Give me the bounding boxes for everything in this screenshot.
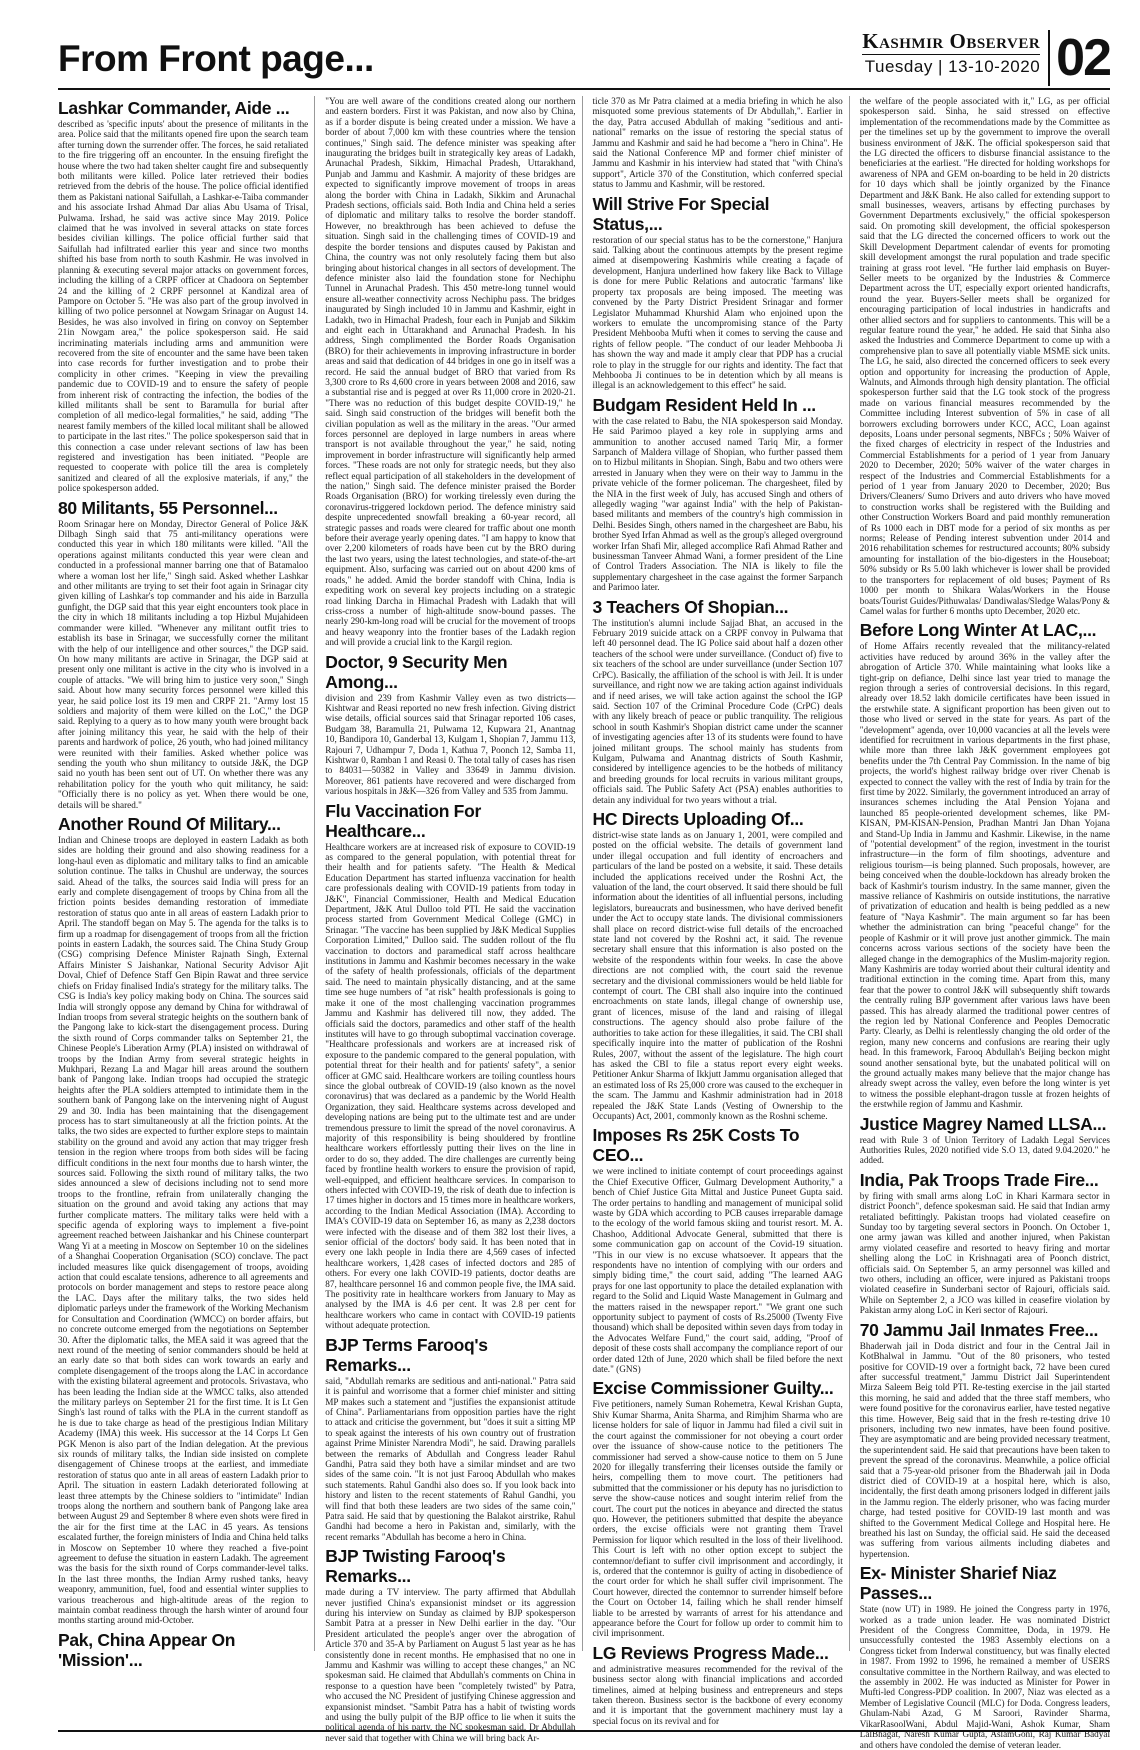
article-headline[interactable]: BJP Terms Farooq's Remarks... (325, 1334, 488, 1375)
article-body: described as 'specific inputs' about the presence of militants in the area. Police said that the militants opened fire upon the search team after turning down the surrender offer. The forces, he said retaliated to the fire triggering off an encounter. In the ensuing firefight the house where the two had taken shelter caught fire and subsequently both militants were killed. Police later retrieved their bodies retrieved from the debris of the house. The police official identified them as Pakistani national Saifullah, a Lashkar-e-Taiba commander and his associate Irshad Ahmad Dar alias Abu Usama of Trisal, Pulwama. Irshad, he said was active since May 2019. Police claimed that he was involved in several attacks on state forces besides civilian killings. The police official further said that Saifullah had infiltrated earlier this year and since two months shifted his base from north to south Kashmir. He was involved in planning & executing several major attacks on government forces, including the killing of a CRPF officer at Chadoora on September 24 and the killing of 2 CRPF personnel at Kandizal area of Pampore on October 5. "He was also part of the group involved in killing of two police personnel at Nowgam Srinagar on August 14. Besides, he was also involved in firing on convoy on September 21in Nowgam area," the police spokesperson said. He said incriminating materials including arms and ammunition were recovered from the site of encounter and the same have been taken into case records for further investigation and to probe their complicity in other crimes. "Keeping in view the prevailing pandemic due to COVID-19 and to ensure the safety of people from inherent risk of contracting the infection, the bodies of the killed militants shall be sent to Baramulla for burial after completion of all medico-legal formalities," he said, adding "The nearest family members of the killed local militant shall be allowed to participate in the last rites." The police spokesperson said that in this connection a case under relevant sections of law has been registered and investigation has been initiated. "People are requested to cooperate with police till the area is completely sanitized and cleared of all the explosive materials, if any," the police spokesperson added. (58, 119, 309, 494)
column-4 (859, 96, 1111, 1750)
article-headline[interactable]: Ex- Minister Sharief Niaz Passes... (859, 1563, 1057, 1604)
page-number: 02 (1048, 30, 1110, 86)
article-body: "You are well aware of the conditions created along our northern and eastern borders. First it was Pakistan, and now also by China, as if a border dispute is being created under a mission. We have a border of about 7,000 km with these countries where the tension continues," Singh said. The defence minister was speaking after inaugurating the bridges built in strategically key areas of Ladakh, Arunachal Pradesh, Sikkim, Himachal Pradesh, Uttarakhand, Punjab and Jammu and Kashmir. A majority of these bridges are expected to significantly improve movement of troops in areas along the border with China in Ladakh, Sikkim and Arunachal Pradesh sections, officials said. Both India and China held a series of diplomatic and military talks to resolve the border standoff. However, no breakthrough has been achieved to defuse the situation. Singh said in the challenging times of COVID-19 and despite the border tensions and disputes caused by Pakistan and China, the country was not only resolutely facing them but also bringing about historical changes in all sectors of development. The defence minister also laid the foundation stone for Nechiphu Tunnel in Arunachal Pradesh. This 450 metre-long tunnel would ensure all-weather connectivity across Nechiphu pass. The bridges inaugurated by Singh included 10 in Jammu and Kashmir, eight in Ladakh, two in Himachal Pradesh, four each in Punjab and Sikkim and eight each in Uttarakhand and Arunachal Pradesh. In his address, Singh complimented the Border Roads Organisation (BRO) for their achievements in improving infrastructure in border areas and said that dedication of 44 bridges in one go in itself was a record. He said the annual budget of BRO that varied from Rs 3,300 crore to Rs 4,600 crore in years between 2008 and 2016, saw a substantial rise and is pegged at over Rs 11,000 crore in 2020-21. "There was no reduction of this budget despite COVID-19," he said. Singh said construction of the bridges will benefit both the civilian population as well as the military in the areas. "Our armed forces personnel are deployed in large numbers in areas where transport is not available throughout the year," he said, noting improvement in border infrastructure will significantly help armed forces. "These roads are not only for strategic needs, but they also reflect equal participation of all stakeholders in the development of the nation," Singh said. The defence minister praised the Border Roads Organisation (BRO) for working tirelessly even during the coronavirus-triggered lockdown period. The defence ministry said despite unprecedented snowfall breaking a 60-year record, all strategic passes and roads were cleared for traffic about one month before their average yearly opening dates. "I am happy to know that over 2,200 kilometers of roads have been cut by the BRO during the last two years, using the latest technologies, and state-of-the-art equipment. Also, surfacing was carried out on about 4200 kms of roads," he added. Amid the border standoff with China, India is expediting work on several key projects including on a strategic road linking Darcha in Himachal Pradesh with Ladakh that will criss-cross a number of high-altitude snow-bound passes. The nearly 290-km-long road will be crucial for the movement of troops and heavy weaponry into the frontier bases of the Ladakh region and will provide a crucial link to the Kargil region. (325, 96, 576, 648)
article (860, 620, 1110, 1109)
article-body: and administrative measures recommended for the revival of the business sector along with financial implications and accorded timelines, aimed at helping business and entrepreneurs and steps taken thereon. Business sector is the backbone of every economy and it is important that the government machinery must lay a special focus on its revival and for (592, 1663, 843, 1726)
article (860, 1320, 1110, 1560)
article-body: Indian and Chinese troops are deployed in eastern Ladakh as both sides are holding their ground and also showing readiness for a long-haul even as diplomatic and military talks to find an amicable solution continue. The talks in Chushul are underway, the sources said. Ahead of the talks, the sources said India will press for an early and complete disengagement of troops by China from all the friction points besides demanding restoration of immediate restoration of status quo ante in all areas of eastern Ladakh prior to April. The standoff began on May 5. The agenda for the talks is to firm up a roadmap for disengagement of troops from all the friction points in eastern Ladakh, the sources said. The China Study Group (CSG) comprising Defence Minister Rajnath Singh, External Affairs Minister S Jaishankar, National Security Advisor Ajit Doval, Chief of Defence Staff Gen Bipin Rawat and three service chiefs on Friday finalised India's strategy for the military talks. The CSG is India's key policy making body on China. The sources said India will strongly oppose any demand by China for withdrawal of Indian troops from several strategic heights on the southern bank of the Pangong lake to kick-start the disengagement process. During the sixth round of Corps commander talks on September 21, the Chinese People's Liberation Army (PLA) insisted on withdrawal of troops by the Indian Army from several strategic heights in Mukhpari, Rezang La and Magar hill areas around the southern bank of Pangong lake. Indian troops had occupied the strategic heights after the PLA soldiers attempted to intimidate them in the southern bank of Pangong lake on the intervening night of August 29 and 30. India has been maintaining that the disengagement process has to start simultaneously at all the friction points. At the talks, the two sides are expected to further explore steps to maintain stability on the ground and avoid any action that may trigger fresh tension in the region where troops from both sides will be facing difficult conditions in the next four months due to harsh winter, the sources said. Following the sixth round of military talks, the two sides announced a slew of decisions including not to send more troops to the frontline, refrain from unilaterally changing the situation on the ground and avoid taking any actions that may further complicate matters. The military talks were held with a specific agenda of exploring ways to implement a five-point agreement reached between Jaishankar and his Chinese counterpart Wang Yi at a meeting in Moscow on September 10 on the sidelines of a Shanghai Cooperation Organisation (SCO) conclave. The pact included measures like quick disengagement of troops, avoiding action that could escalate tensions, adherence to all agreements and protocols on border management and steps to restore peace along the LAC. Days after the military talks, the two sides held diplomatic parleys under the framework of the Working Mechanism for Consultation and Coordination (WMCC) on border affairs, but no concrete outcome emerged from the negotiations on September 30. After the diplomatic talks, the MEA said it was agreed that the next round of the meeting of senior commanders should be held at an early date so that both sides can work towards an early and complete disengagement of the troops along the LAC in accordance with the existing bilateral agreement and protocols. Srivastava, who has been leading the Indian side at the WMCC talks, also attended the military parleys on September 21 for the first time. It is Lt Gen Singh's last round of talks with the PLA in the current standoff as he is due to take charge as head of the prestigious Indian Military Academy (IMA) this week. His successor at the 14 Corps Lt Gen PGK Menon is also part of the Indian delegation. At the previous six rounds of military talks, the Indian side insisted on complete disengagement of Chinese troops at the earliest, and immediate restoration of status quo ante in all areas of eastern Ladakh prior to April. The situation in eastern Ladakh deteriorated following at least three attempts by the Chinese soldiers to "intimidate" Indian troops along the northern and southern bank of Pangong lake area between August 29 and September 8 where even shots were fired in the air for the first time at the LAC in 45 years. As tensions escalated further, the foreign ministers of India and China held talks in Moscow on September 10 where they reached a five-point agreement to defuse the situation in eastern Ladakh. The agreement was the basis for the sixth round of Corps commander-level talks. In the last three months, the Indian Army rushed tanks, heavy weaponry, ammunition, fuel, food and essential winter supplies to various treacherous and high-altitude areas of the region to maintain combat readiness through the harsh winter of around four months starting around mid-October. (58, 835, 309, 1626)
article-body: Bhaderwah jail in Doda district and four in the Central Jail in KotBhalwal in Jammu. "Out of the 80 prisoners, who tested positive for COVID-19 over a fortnight back, 72 have been cured after successful treatment," Jammu District Jail Superintendent Mirza Saleem Beig told PTI. Re-testing exercise in the jail started this morning, he said and added that the three staff members, who were found positive for the coronavirus earlier, have tested negative this time. However, Beig said that in the fresh re-testing drive 10 prisoners, including two new inmates, have been found positive. They are asymptomatic and are being provided necessary treatment, the superintendent said. He said that precautions have been taken to prevent the spread of the coronavirus. Meanwhile, a police official said that a 75-year-old prisoner from the Bhaderwah jail in Doda district died of COVID-19 at a hospital here, which is also, incidentally, the first death among prisoners lodged in different jails in the Jammu region. The elderly prisoner, who was facing murder charge, had tested positive for COVID-19 last month and was shifted to the Government Medical College and Hospital here. He breathed his last on Sunday, the official said. He said the deceased was suffering from various ailments including diabetes and hypertension. (859, 1340, 1111, 1559)
article-body: read with Rule 3 of Union Territory of Ladakh Legal Services Authorities Rules, 2020 notified vide S.O 13, dated 9.04.2020." he added. (859, 1134, 1110, 1166)
article (325, 801, 575, 1331)
article-headline[interactable]: Flu Vaccination For Healthcare... (325, 800, 481, 841)
brand-text (862, 30, 1040, 78)
article (58, 814, 308, 1626)
article (58, 98, 308, 494)
paper-name: Kashmir Observer (862, 29, 1041, 53)
issue-date: Tuesday | 13-10-2020 (862, 54, 1040, 78)
article-headline[interactable]: Pak, China Appear On 'Mission'... (58, 1629, 236, 1670)
article-headline[interactable]: Doctor, 9 Security Men Among... (325, 651, 508, 692)
article-body: The institution's alumni include Sajjad Bhat, an accused in the February 2019 suicide attack on a CRPF convoy in Pulwama that left 40 personnel dead. The IG Police said about half a dozen other teachers of the school were under surveillance. (Conduct of) five to six teachers of the school are under surveillance (under Section 107 CrPC). Basically, the affiliation of the school is with Jeil. It is under surveillance, and right now we are taking action against individuals and if need arises, we will take action against the school the IGP said. Section 107 of the Criminal Procedure Code (CrPC) deals with any likely breach of peace or public tranquility. The religious school in south Kashmir's Shopian district came under the scanner of investigating agencies after 13 of its students were found to have joined militant groups. The school mainly has students from Kulgam, Pulwama and Anantnag districts of South Kashmir, considered by intelligence agencies to be the hotbeds of militancy and breeding grounds for local recruits in various militant groups, officials said. The Public Safety Act (PSA) enables authorities to detain any individual for two years without a trial. (592, 617, 843, 805)
article (593, 1378, 843, 1638)
article-body: by firing with small arms along LoC in Khari Karmara sector in district Poonch", defence spokesman said. He said that Indian army retaliated befittingly. Pakistan troops had violated ceasefire on Sunday too by targeting several sectors in Poonch. On October 1, one army jawan was killed and another injured, when Pakistan army violated ceasefire and resorted to heavy firing and mortar shelling along the LoC in Krishnagati area of Poonch district, officials said. On September 5, an army personnel was killed and two others, including an officer, were injured as Pakistani troops violated ceasefire in Sunderbani sector of Rajouri, officials said. While on September 2, a JCO was killed in ceasefire violation by Pakistan army along LoC in Keri sector of Rajouri. (859, 1190, 1110, 1316)
article-body: Room Srinagar here on Monday, Director General of Police J&K Dilbagh Singh said that 75 anti-militancy operations were conducted this year in which 180 militants were killed. "All the operations against militants conducted this year were clean and conducted in a professional manner barring one that of Batamaloo where a woman lost her life," Singh said. Asked whether Lashkar and other militants are trying to set their foot again in Srinagar city given killing of Lashkar's top commander and his aide in Barzulla gunfight, the DGP said that this year eight encounters took place in the city in which 18 militants including a top Hizbul Mujahideen commander were killed. "Whenever any militant outfit tries to establish its base in Srinagar, we successfully corner the militant with the help of our intelligence and other sources," the DGP said. On how many militants are active in Srinagar, the DGP said at present only one militant is active in the city who is involved in a couple of attacks. "We will bring him to justice very soon," Singh said. About how many security forces personnel were killed this year, he said police lost its 19 men and CRPF 21. "Army lost 15 soldiers and majority of them were killed on the LoC," the DGP said. Replying to a query as to how many youth were brought back after joining militancy this year, he said with the help of their parents and hardwork of police, 26 youth, who had joined militancy were reunited with their families. Asked whether police was sending the youth who shun militancy to outside J&K, the DGP said no youth has been sent out of UT. On whether there was any rehabilitation policy for the youth who quit militancy, he said: "Officially there is no policy as yet. When there would be one, details will be shared." (58, 518, 309, 810)
article-body: we were inclined to initiate contempt of court proceedings against the Chief Executive Officer, Gulmarg Development Authority," a bench of Chief Justice Gita Mittal and Justice Puneet Gupta said. The order pertains to handling and management of municipal solid waste by GDA which according to PCB causes irreparable damage to the ecology of the world famous skiing and tourist resort. M. A. Chashoo, Additional Advocate General, submitted that there is some communication gap on account of the Covid-19 situation. "This in our view is no excuse whatsoever. It appears that the respondents have no intention of complying with our orders and simply biding time," the court said, adding "The learned AAG prays for one last opportunity to place the detailed explanation with regard to the Solid and Liquid Waste Management in Gulmarg and the matters raised in the newspaper report." "We grant one such opportunity subject to payment of costs of Rs.25000 (Twenty Five thousand) which shall be deposited within seven days from today in the Advocates Welfare Fund," the court said, adding, "Proof of deposit of these costs shall accompany the compliance report of our order dated 12th of June, 2020 which shall be filed before the next date." (GNS) (592, 1166, 843, 1375)
article-body: State (now UT) in 1989. He joined the Congress party in 1976, worked as a trade union leader. He was nominated District President of the Congress Committee, Doda, in 1979. He unsuccessfully contested the 1983 Assembly elections on a Congress ticket from Inderwal constituency, but was finally elected in 1987. From 1992 to 1996, he remained a member of USERS consultative committee in the Northern Railway, and was elected to the assembly in 2002. He was inducted as Minister for Power in Mufti-led Congress-PDP coalition. In 2007, Niaz was elected as a Member of Legislative Council (MLC) for Doda. Congress leaders, Ghulam-Nabi Azad, G M Saroori, Ravinder Sharma, VikarRasoolWani, Abdul Majid-Wani, Ashok Kumar, Sham LalBhagat, Naresh Kumar Gupta, AslamGoni, Raj Kumar Badyal and others have condoled the demise of veteran leader. (859, 1604, 1110, 1750)
article-body: said, "Abdullah remarks are seditious and anti-national." Patra said it is painful and worrisome that a former chief minister and sitting MP makes such a statement and "justifies the expansionist attitude of China". Parliamentarians from opposition parties have the right to attack and criticise the government, but "does it suit a sitting MP to speak against the interests of his own country out of frustration against Prime Minister Narendra Modi", he said. Drawing parallels between the remarks of Abdullah and Congress leader Rahul Gandhi, Patra said they both have a similar mindset and are two sides of the same coin. "It is not just Farooq Abdullah who makes such statements. Rahul Gandhi also does so. If you look back into history and listen to the recent statements of Rahul Gandhi, you will find that both these leaders are two sides of the same coin," Patra said. He said that by questioning the Balakot airstrike, Rahul Gandhi had become a hero in Pakistan and, similarly, with the recent remarks "Abdullah has become a hero in China. (325, 1375, 576, 1542)
article-body: the welfare of the people associated with it," LG, as per official spokesperson said. Sinha, he said stressed on effective implementation of the recommendations made by the Committee as per the timelines set up by the government to improve the overall business environment of J&K. The official spokesperson said that the LG directed the officers to disburse financial assistance to the beneficiaries at the earliest. "He directed for holding workshops for awareness of NPA and GEM on-boarding to be held in 20 districts for 10 days which shall be jointly organized by the Finance Department and J&K Bank. He also called for extending support to small businesses, weavers, artisans by effecting purchases by Government Departments exclusively," the official spokesperson said. On promoting skill development, the official spokesperson said that the LG directed the concerned officers to work out the Skill Development Department calendar of events for promoting skill development amongst the rural population and trade specific training at grass root level. "He further laid emphasis on Buyer-Seller meets to be organized by the Industries & Commerce Department across the UT, especially export oriented handicrafts, round the year. Buyers-Seller meets shall be organized for encouraging participation of local industries in handicrafts and other allied sectors and for suppliers to cantonments. This will be a regular feature round the year," he added. He said that Sinha also asked the Industries and Commerce Department to come up with a comprehensive plan to save all potentially viable MSME sick units. The LG, he said, also directed the concerned officers to seek every option and opportunity for increasing the production of Apple, Walnuts, and Almonds through high density plantation. The official spokesperson further said that the LG took stock of the progress made on various financial measures recommended by the Committee including Interest subvention of 5% in case of all borrowers excluding borrowers under KCC, ACC, Loan against deposits, Loans under personal segments, NBFCs ; 50% Waiver of the fixed charges of electricity in respect of the Industries and Commercial Establishments for a period of 1 year from January 2020 to December, 2020; 50% waiver of the water charges in respect of the Industries and Commercial Establishments for a period of 1 year from January 2020 to December, 2020; Bus Drivers/Cleaners/ Sumo Drivers and auto drivers who have moved to construction works shall be registered with the Building and other Construction Workers Board and paid monthly remuneration of Rs 1000 each in DBT mode for a period of six months as per norms; Release of Pending interest subvention under 2014 and 2016 rehabilitation schemes for restructured accounts; 80% subsidy amounting for installation of the bio-digesters in the Houseboat; 50% subsidy or Rs 5.00 lakh whichever is lower shall be provided to the transporters for replacement of old buses; Payment of Rs 1000 per month to Shikara Walas/Workers in the House boats/Tourist Guides/Pithuwalas/ Dandiwalas/Sledge Walas/Pony & Camel walas for further 6 months upto December, 2020 etc. (859, 96, 1110, 616)
article-body: of Home Affairs recently revealed that the militancy-related activities have reduced by around 36% in the valley after the abrogation of Article 370. While maintaining what looks like a tight-grip on defiance, Delhi since last year tried to manage the region through a series of controversial decisions. In this regard, already over 18.52 lakh domicile certificates have been issued in the erstwhile state. A significant proportion has been given out to those who lived or served in the state for years. As part of the "development" agenda, over 10,000 vacancies at all the levels were identified for recruitment in various departments in the first phase, while more than three lakh J&K government employees got benefits under the 7th Central Pay Commission. In the name of big projects, the world's highest railway bridge over river Chenab is expected to connect the valley with the rest of India by train for the first time by 2022. Similarly, the government introduced an array of insurances schemes including the Atal Pension Yojana and launched 85 people-oriented development schemes, like PM-KISAN, PM-KISAN-Pension, Pradhan Mantri Jan Dhan Yojana and Stand-Up India in Jammu and Kashmir. Likewise, in the name of "potential development" of the region, investment in the tourist infrastructure—in the form of film shootings, adventure and religious tourism—is being planned. Such proposals, however, are being conceived when the double-lockdown has already broken the back of Kashmir's tourism industry. In the same manner, given the massive reliance of Kashmiris on outside institutions, the narrative of privatization of education and health is being peddled as a new feature of "Naya Kashmir". The main argument so far has been whether the administration can bring "peaceful change" for the people of Kashmir or it will prove just another gimmick. The main concerns across various sections of the society have been the alleged change in the demographics of the Muslim-majority region. Many Kashmiris are today worried about their cultural identity and traditional extinction in the coming time. Apart from this, many fear that the power to control J&K will subsequently shift towards the centrally ruling BJP government after various laws have been passed. This has already alarmed the traditional power centres of the region led by National Conference and Peoples Democratic Party. Clearly, as Delhi is relentlessly changing the old order of the region, many new concerns and confusions are rearing their ugly head. In this framework, Farooq Abdullah's Beijing beckon might sound another sensational byte, but the unabated political will on the ground actually makes many believe that the major change has already swept across the valley, even before the long winter is yet to witness the possible elephant-dragon tussle at frozen heights of the erstwhile region of Jammu and Kashmir. (859, 641, 1110, 1110)
footer-rule (58, 1730, 1110, 1732)
article-body: Five petitioners, namely Suman Rohemetra, Kewal Krishan Gupta, Shiv Kumar Sharma, Anita Sharma, and Rimjhim Sharma who are license holders for sale of liquor in Jammu had filed a civil suit in the court against the commissioner for not obeying a court order over the issuance of show-cause notice to the petitioners The commissioner had served a show-cause notice to them on 5 June 2020 for illegally transferring their licenses outside the family or heirs, compelling them to move court. The petitioners had submitted that the commissioner or his deputy has no jurisdiction to serve the show-cause notices and sought interim relief from the court. The court put the notices in abeyance and directed the status quo. However, the petitioners submitted that despite the abeyance orders, the excise officials were not granting them Travel Permission for liquor which resulted in the loss of their livelihood. This Court is left with no other option except to subject the contemnor/defiant to suffer civil imprisonment and accordingly, it is, ordered that the contemnor is guilty of acting in disobedience of the court order for which he shall suffer civil imprisonment. The Court however, directed the contemnor to surrender himself before the Court on October 14, failing which he shall render himself liable to be arrested by warrants of arrest for his attendance and appearance before the Court for follow up order to commit him to civil imprisonment. (592, 1399, 843, 1639)
article (860, 1114, 1110, 1166)
article (325, 652, 575, 797)
article-body: division and 239 from Kashmir Valley even as two districts— Kishtwar and Reasi reported no new fresh infection. Giving district wise details, official sources said that Srinagar reported 106 cases, Budgam 38, Baramulla 21, Pulwama 12, Kupwara 21, Anantnag 10, Bandipora 10, Ganderbal 13, Kulgam 1, Shopian 7, Jammu 113, Rajouri 7, Udhampur 7, Doda 1, Kathua 7, Poonch 12, Samba 11, Kishtwar 0, Ramban 1 and Reasi 0. The total tally of cases has risen to 84031—50382 in Valley and 33649 in Jammu division. Moreover, 861 patients have recovered and were discharged from various hospitals in J&K—326 from Valley and 535 from Jammu. (325, 692, 576, 797)
masthead (58, 0, 1110, 92)
article (325, 96, 575, 648)
article-headline[interactable]: BJP Twisting Farooq's Remarks... (325, 1546, 506, 1587)
header-rule (58, 88, 1110, 90)
article-headline[interactable]: LG Reviews Progress Made... (592, 1642, 829, 1663)
article-headline[interactable]: Imposes Rs 25K Costs To CEO... (592, 1125, 800, 1166)
article (58, 1630, 308, 1670)
column-1 (58, 96, 315, 1670)
article-body: Healthcare workers are at increased risk of exposure to COVID-19 as compared to the general population, with potential threat for their health and for patients safety. "The Health & Medical Education Department has started influenza vaccination for health care professionals dealing with COVID-19 patients from today in J&K", Financial Commissioner, Health and Medical Education Department, J&K Atul Dulloo told PTI. He said the vaccination process started from Government Medical College (GMC) in Srinagar. "The vaccine has been supplied by J&K Medical Supplies Corporation Limited," Dulloo said. The sudden rollout of the flu vaccination to doctors and paramedical staff across healthcare institutions in Jammu and Kashmir becomes necessary in the wake of the safety of health professionals, officials of the department said. The need to maintain physically distancing, and at the same time see huge numbers of "at risk" health professionals is going to make it one of the most challenging vaccination programmes Jammu and Kashmir has delivered till now, they added. The officials said the doctors, paramedics and other staff of the health institutes will have to go through suboptimal vaccination coverage. "Healthcare professionals and workers are at increased risk of exposure to the pandemic compared to the general population, with potential threat for their health and for patients' safety", a senior officer at GMC said. Healthcare workers are toiling countless hours since the global outbreak of COVID-19 (also known as the novel coronavirus) that was declared as a pandemic by the World Health Organization, they said. Healthcare systems across developed and developing nations are being put to the ultimate test and are under tremendous pressure to limit the spread of the novel coronavirus. A majority of this responsibility is being shouldered by frontline healthcare workers effortlessly putting their lives on the line in order to do so, they added. The dire challenges are currently being faced by frontline health workers to ensure the provision of rapid, well-equipped, and efficient healthcare services. In comparison to others infected with COVID-19, the risk of death due to infection is 17 times higher in doctors and 15 times more in healthcare workers, according to the Indian Medical Association (IMA). According to IMA's COVID-19 data on September 16, as many as 2,238 doctors were infected with the disease and of them 382 lost their lives, a senior official of the doctors' body said. It has been noted that in every one lakh people in India there are 4,569 cases of infected healthcare workers, 1,428 cases of infected doctors and 285 of others. For every one lakh COVID-19 patients, doctor deaths are 87, healthcare personnel 16 and common people five, the IMA said. The positivity rate in healthcare workers from January to May as analysed by the IMA is 4.6 per cent. It was 2.8 per cent for healthcare workers who came in contact with COVID-19 patients without adequate protection. (325, 841, 576, 1331)
article (325, 1546, 575, 1743)
article-headline[interactable]: Excise Commissioner Guilty... (592, 1378, 834, 1399)
article-body: with the case related to Babu, the NIA spokesperson said Monday. He said Parimoo played a key role in supplying arms and ammunition to another accused named Tariq Mir, a former Sarpanch of Maldera village of Shopian, who further passed them on to Hizbul militants in Shopian. Singh, Babu and two others were arrested in January when they were on their way to Jammu in the private vehicle of the former policeman. The chargesheet, filed by the NIA in the first week of July, has accused Singh and others of allegedly waging "war against India" with the help of Pakistan-based militants and members of the country's high commission in Delhi. Besides Singh, others named in the chargesheet are Babu, his brother Syed Irfan Ahmad as well as the group's alleged overground worker Irfan Shafi Mir, alleged accomplice Rafi Ahmad Rather and businessman Tanveer Ahmad Wani, a former president of the Line of Control Traders Association. The NIA is likely to file the supplementary chargesheet in the case against the former Sarpanch and Parimoo later. (592, 415, 843, 593)
article-headline[interactable]: Justice Magrey Named LLSA... (859, 1113, 1107, 1134)
article-headline[interactable]: Will Strive For Special Status,... (592, 193, 770, 234)
article-headline[interactable]: 80 Militants, 55 Personnel... (58, 497, 278, 518)
article (860, 96, 1110, 616)
article-headline[interactable]: Lashkar Commander, Aide ... (58, 98, 290, 118)
article (58, 498, 308, 810)
article (860, 1170, 1110, 1316)
article (593, 1125, 843, 1374)
article-headline[interactable]: 70 Jammu Jail Inmates Free... (859, 1319, 1099, 1340)
article (860, 1563, 1110, 1750)
article-headline[interactable]: 3 Teachers Of Shopian... (592, 596, 789, 617)
article (593, 597, 843, 805)
article-body: made during a TV interview. The party affirmed that Abdullah never justified China's expansionist mindset or its aggression during his interview on Sunday as claimed by BJP spokesperson Sambit Patra at a presser in New Delhi earlier in the day. "Our President articulated the people's anger over the abrogation of Article 370 and 35-A by Parliament on August 5 last year as he has consistently done in recent months. He emphasised that no one in Jammu and Kashmir was willing to accept these changes," an NC spokesman said. He claimed that Abdullah's comments on China in response to a question have been "completely twisted" by Patra, who accused the NC President of justifying Chinese aggression and expansionist mindset. "Sambit Patra has a habit of twisting words and using the bully pulpit of the BJP office to lie when it suits the political agenda of his party, the NC spokesman said. Dr Abdullah never said that together with China we will bring back Ar- (325, 1587, 576, 1743)
article-headline[interactable]: Budgam Resident Held In ... (592, 394, 816, 415)
column-3 (592, 96, 850, 1726)
article (593, 809, 843, 1121)
article-headline[interactable]: Another Round Of Military... (58, 814, 281, 834)
section-title: From Front page... (58, 38, 374, 79)
article-body: ticle 370 as Mr Patra claimed at a media briefing in which he also misquoted some previous statements of Dr Abdullah,". Earlier in the day, Patra accused Abdullah of making "seditious and anti-national" remarks on the issue of restoring the special status of Jammu and Kashmir and said he had become a "hero in China". He said the National Conference MP and former chief minister of Jammu and Kashmir in his interview had stated that "with China's support", Article 370 of the Constitution, which conferred special status to Jammu and Kashmir, will be restored. (592, 96, 843, 190)
article-headline[interactable]: HC Directs Uploading Of... (592, 808, 804, 829)
brand-block (862, 30, 1110, 90)
article-columns (58, 96, 1111, 1750)
article (593, 1643, 843, 1726)
article-headline[interactable]: Before Long Winter At LAC,... (859, 620, 1097, 641)
article-body: restoration of our special status has to be the cornerstone," Hanjura said. Talking about the continuous attempts by the present regime aimed at disempowering Kashmiris while creating a façade of development, Hanjura underlined how fakery like Back to Village is done for mere Public Relations and autocratic 'farmans' like property tax proposals are being imposed. The meeting was convened by the Party District President Srinagar and former Legislator Muhammad Khurshid Alam who enjoined upon the workers to emulate the uncompromising stance of the Party President Mehbooba Mufti when it comes to serving the cause and rights of fellow people. "The conduct of our leader Mehbooba Ji has shown the way and made it amply clear that PDP has a crucial role to play in the struggle for our rights and identity. The fact that Mehbooba Ji continues to be in detention which by all means is illegal is an acknowledgement to this effect" he said. (592, 234, 843, 391)
article (593, 96, 843, 190)
article (325, 1335, 575, 1543)
article-body: district-wise state lands as on January 1, 2001, were compiled and posted on the official website. The details of government land under illegal occupation and full identity of encroachers and particulars of the land be posted on a website, it said. These details included the applications received under the Roshni Act, the valuation of the land, the court observed. It said there should be full information about the identities of all influential persons, including legislators, bureaucrats and businessmen, who have derived benefit under the Act to occupy state lands. The divisional commissioners shall place on record district-wise full details of the encroached state land not covered by the Roshni act, it said. The revenue secretary shall ensure that this information is also posted on the website of the respondents within four weeks. In case the above directions are not complied with, the court said the revenue secretary and the divisional commissioners would be held liable for contempt of court. The CBI shall also inquire into the continued encroachments on state lands, illegal change of ownership use, grant of licences, misuse of the land and raising of illegal constructions. The agency should also probe failure of the authorities to take action for these illegalities, it said. The CBI shall specifically inquire into the matter of publication of the Roshni Rules, 2007, without the assent of the legislature. The high court has asked the CBI to file a status report every eight weeks. Petitioner Ankur Sharma of Ikkjutt Jammu organisation alleged that an estimated loss of Rs 25,000 crore was caused to the exchequer in the scam. The Jammu and Kashmir administration had in 2018 repealed the J&K State Lands (Vesting of Ownership to the Occupants) Act, 2001, commonly known as the Roshni scheme. (592, 829, 843, 1121)
column-2 (325, 96, 582, 1743)
article (593, 194, 843, 391)
article (593, 395, 843, 593)
article-headline[interactable]: India, Pak Troops Trade Fire... (859, 1169, 1099, 1190)
